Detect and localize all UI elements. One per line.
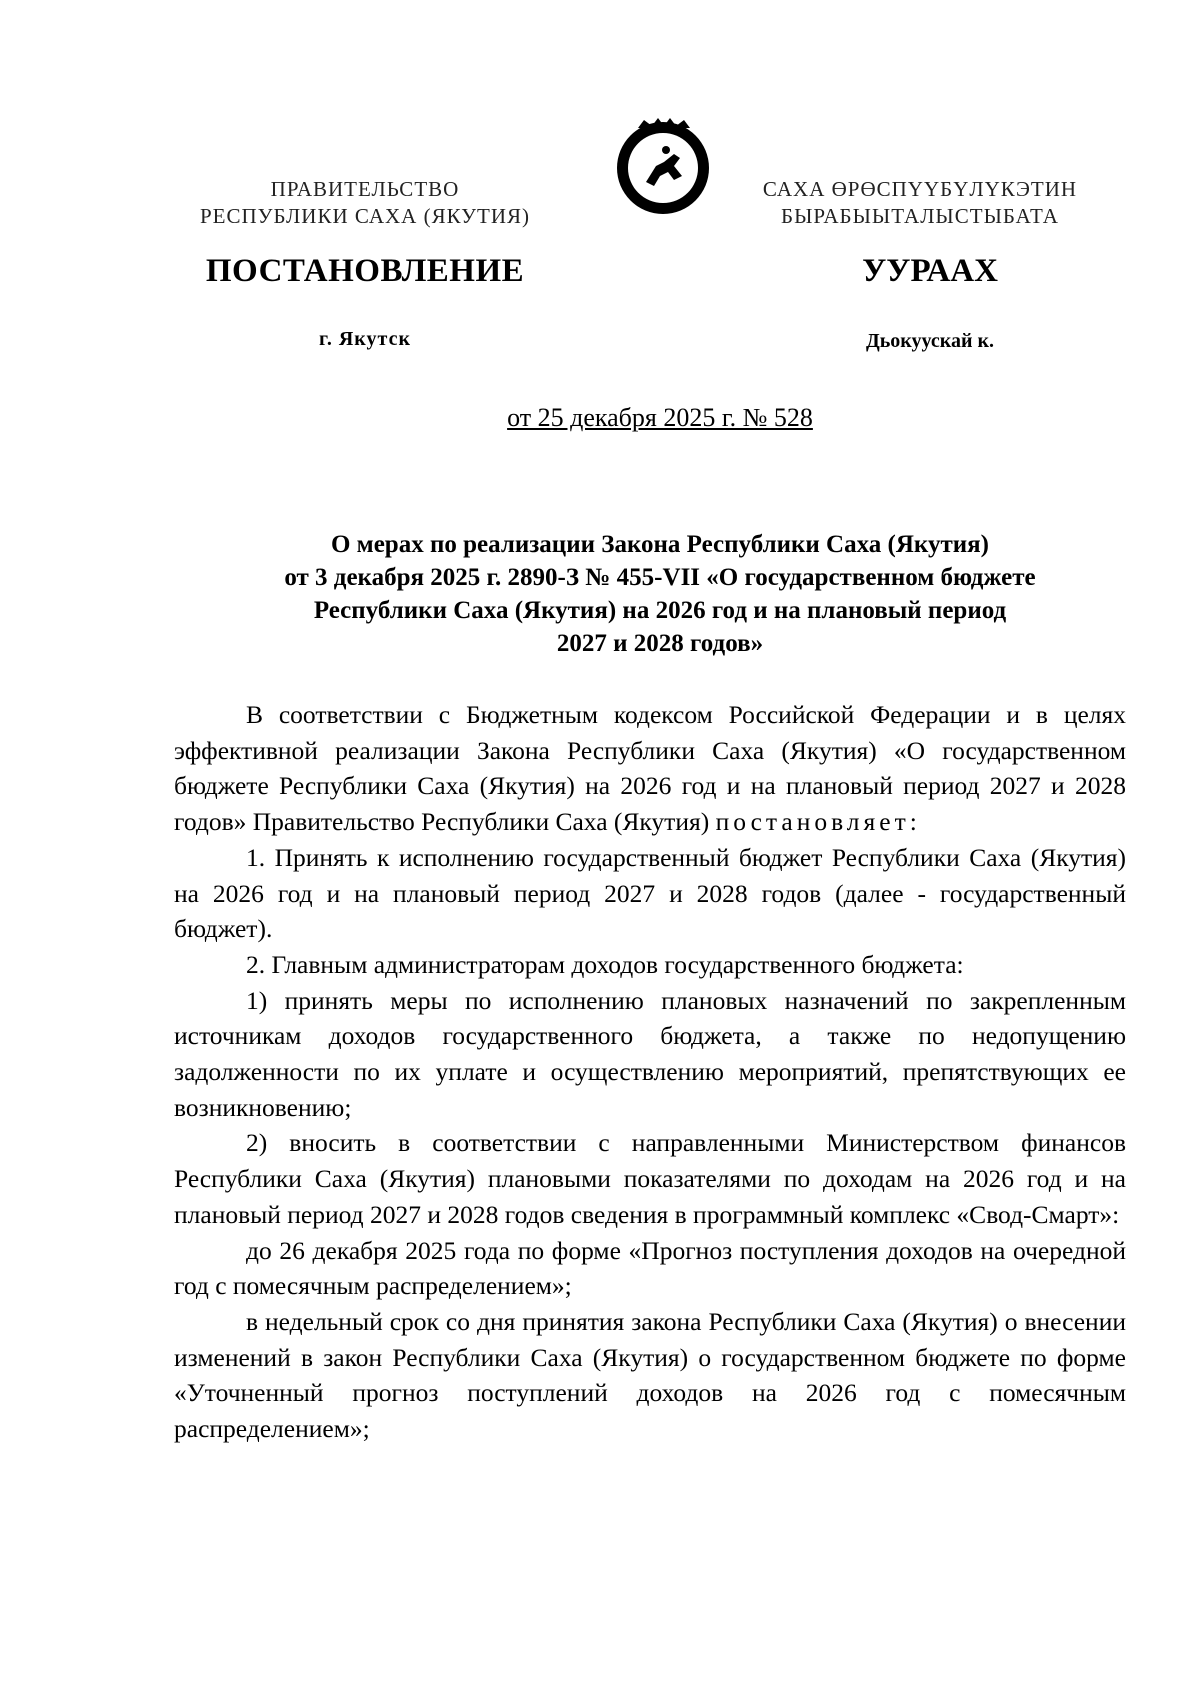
document-type-yakut: УУРААХ [862, 253, 998, 289]
paragraph-preamble [174, 697, 1126, 840]
city-yakut: Дьокуускай к. [865, 330, 995, 352]
issuer-yakut-line-1: САХА ӨРӨСПҮҮБҮЛҮКЭТИН [762, 177, 1078, 201]
title-line-3: Республики Саха (Якутия) на 2026 год и на плановый период [313, 597, 1007, 624]
document-body [174, 697, 1126, 1447]
city-russian: г. Якутск [319, 328, 411, 350]
paragraph-2-2: 2) вносить в соответствии с направленными Министерством финансов Республики Саха (Якутия) плановыми показателями по доходам на 2026 год и на плановый период 2027 и 2028 годов сведения в программный комплекс «Свод-Смарт»: [174, 1128, 1126, 1229]
issuer-block-russian [130, 176, 600, 230]
title-line-2: от 3 декабря 2025 г. 2890-З № 455-VII «О государственном бюджете [284, 564, 1036, 591]
paragraph-deadline-2: в недельный срок со дня принятия закона Республики Саха (Якутия) о внесении изменений в закон Республики Саха (Якутия) о государственном бюджете по форме «Уточненный прогноз поступлений доходов на 2026 год с помесячным распределением»; [174, 1306, 1126, 1444]
paragraph-2-1: 1) принять меры по исполнению плановых назначений по закрепленным источникам доходов государственного бюджета, а также по недопущению задолженности по их уплате и осуществлению мероприятий, препятствующих ее возникновению; [174, 985, 1126, 1122]
title-line-4: 2027 и 2028 годов» [556, 630, 764, 657]
paragraph-2: 2. Главным администраторам доходов государственного бюджета: [246, 949, 964, 979]
paragraph-deadline-1: до 26 декабря 2025 года по форме «Прогноз поступления доходов на очередной год с помесячным распределением»; [174, 1235, 1126, 1301]
preamble-text: В соответствии с Бюджетным кодексом Российской Федерации и в целях эффективной реализации Закона Республики Саха (Якутия) «О государственном бюджете Республики Саха (Якутия) на 2026 год и на плановый период 2027 и 2028 годов» Правительство Республики Саха (Якутия) [174, 700, 1126, 837]
issuer-yakut-line-2: БЫРАБЫЫТАЛЫСТЫБАТА [781, 204, 1059, 228]
title-line-1: О мерах по реализации Закона Республики Саха (Якутия) [330, 531, 990, 558]
document-title [170, 528, 1150, 660]
document-date-number: от 25 декабря 2025 г. № 528 [507, 403, 813, 432]
issuer-block-yakut [700, 176, 1140, 230]
issuer-line-2: РЕСПУБЛИКИ САХА (ЯКУТИЯ) [199, 204, 531, 228]
issuer-line-1: ПРАВИТЕЛЬСТВО [270, 177, 460, 201]
document-type-russian: ПОСТАНОВЛЕНИЕ [205, 253, 525, 289]
resolves-word: постановляет: [715, 807, 921, 837]
paragraph-1: 1. Принять к исполнению государственный бюджет Республики Саха (Якутия) на 2026 год и на плановый период 2027 и 2028 годов (далее - государственный бюджет). [174, 842, 1126, 944]
